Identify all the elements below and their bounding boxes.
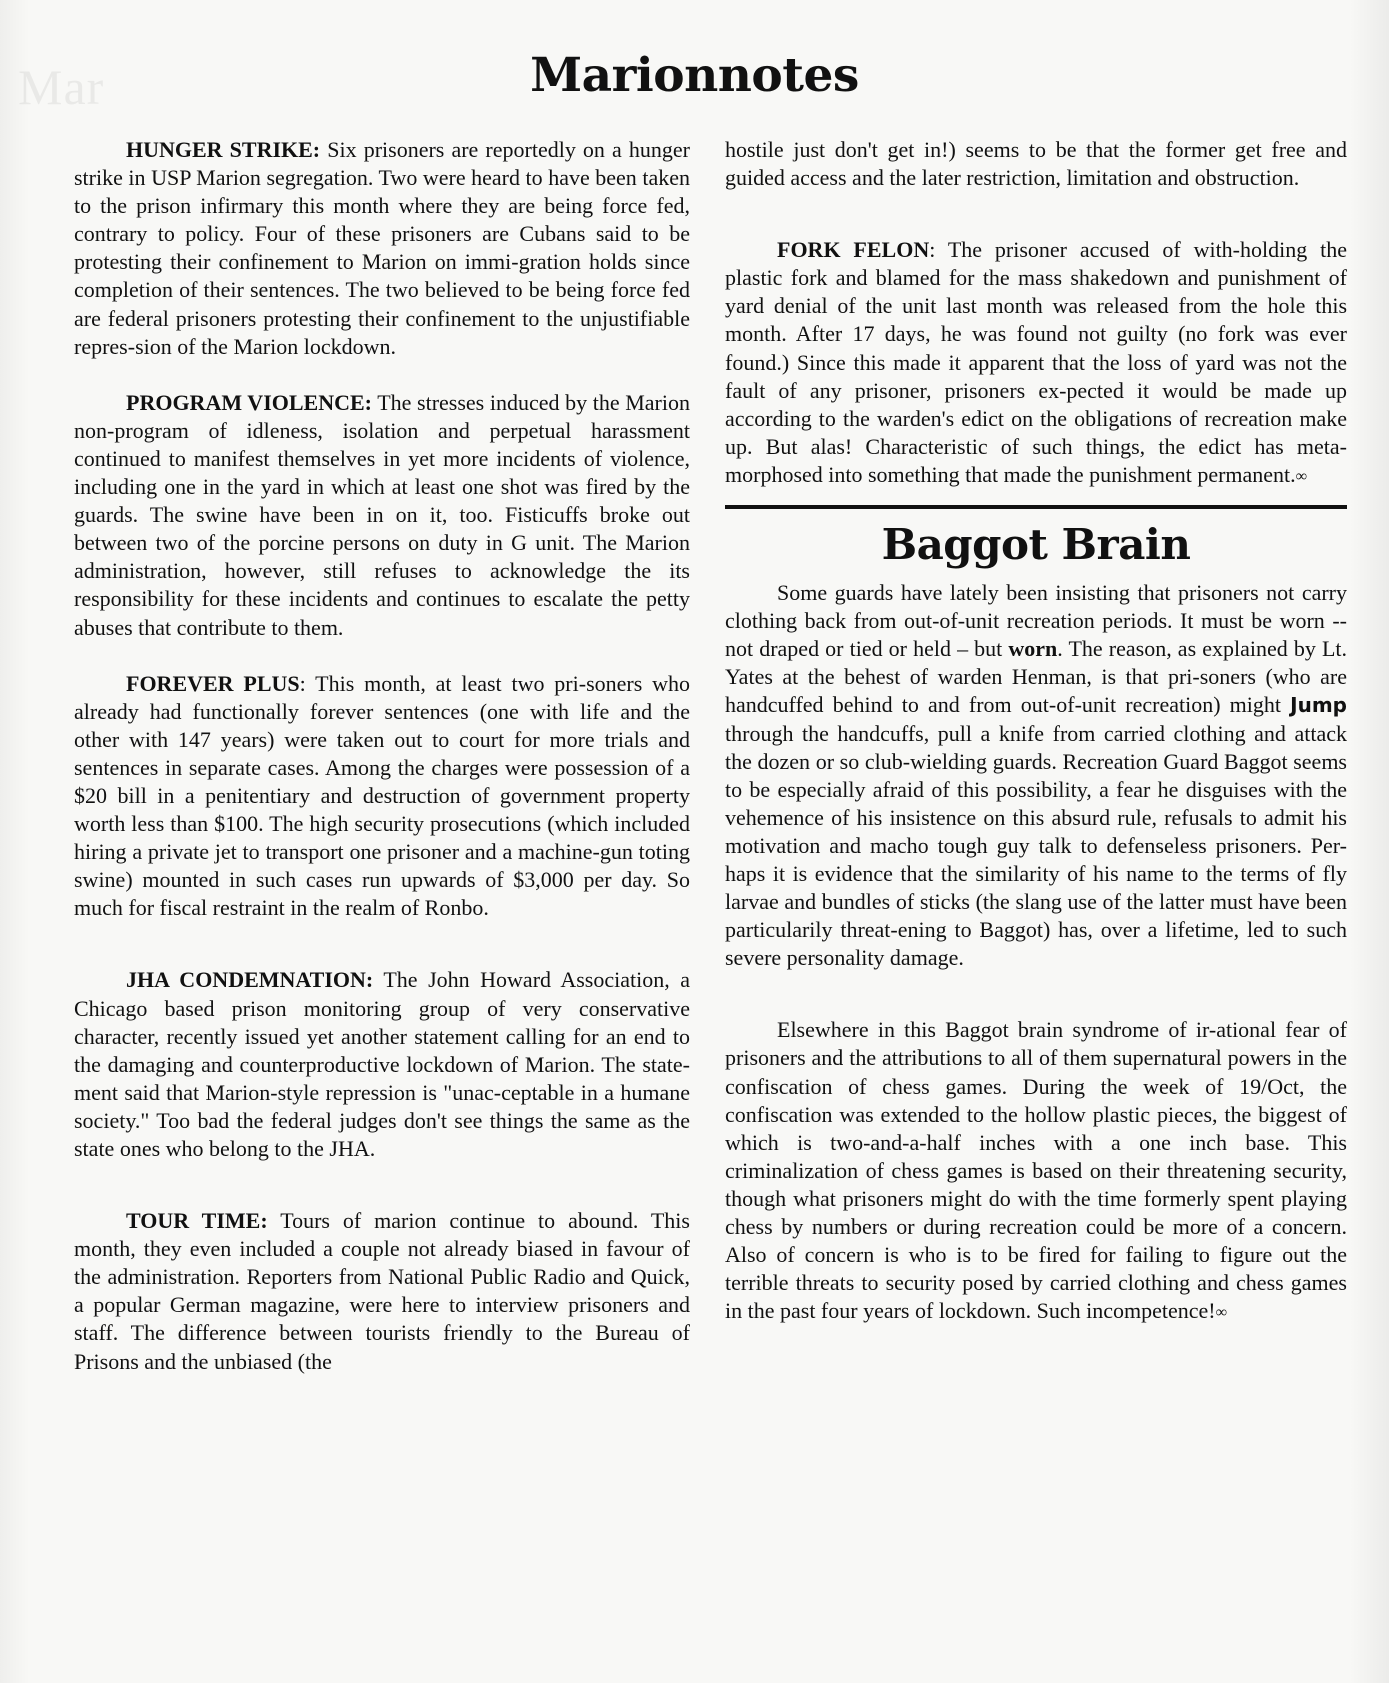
section-heading: HUNGER STRIKE: <box>126 137 321 162</box>
section-body: : The prisoner accused of with-holding the plastic fork and blamed for the mass shakedown and punishment of yard denial of the unit last month was released from the hole this month. After 17 days, he was found not guilty (no fork was ever found.) Since this made it apparent that the loss of yard was not the fault of any prisoner, prisoners ex-pected it would be made up according to the warden's edict on the obligations of recreation make up. But alas! Characteristic of such things, the edict has meta-morphosed into something that made the punishment permanent. <box>725 237 1347 487</box>
end-mark-icon: ∞ <box>1295 467 1308 485</box>
article-fork-felon <box>725 236 1347 491</box>
article-forever-plus <box>74 670 690 923</box>
article-program-violence <box>74 389 690 642</box>
section-heading: FORK FELON <box>777 237 930 263</box>
baggot-brain-title: Baggot Brain <box>881 520 1191 570</box>
baggot-paragraph-2 <box>725 1016 1347 1327</box>
section-body: The stresses induced by the Marion non-program of idleness, isolation and perpetual harassment continued to manifest themselves in yet more incidents of violence, including one in the yard in which at least one shot was fired by the guards. The swine have been in on it, too. Fisticuffs broke out between two of the porcine persons on duty in G unit. The Marion administration, however, still refuses to acknowledge the its responsibility for these incidents and continues to escalate the petty abuses that contribute to them. <box>74 389 690 640</box>
section-heading: TOUR TIME: <box>126 1208 268 1234</box>
section-body: : This month, at least two pri-soners who already had functionally forever sentences (one with life and the other with 147 years) were taken out to court for more trials and sentences in separate cases. Among the charges were possession of a $20 bill in a penitentiary and destruction of government property worth less than $100. The high security prosecutions (which included hiring a private jet to transport one prisoner and a machine-gun toting swine) mounted in such cases run upwards of $3,000 per day. So much for fiscal restraint in the realm of Ronbo. <box>74 670 690 921</box>
emphasis-jump: Jump <box>1290 693 1347 718</box>
right-column <box>725 136 1347 1327</box>
text-run: Elsewhere in this Baggot brain syndrome of ir-ational fear of prisoners and the attributions to all of them supernatural powers in the confiscation of chess games. During the week of 19/Oct, the confiscation was extended to the hollow plastic pieces, the biggest of which is two-and-a-half inches with a one inch base. This criminalization of chess games is based on their threatening security, though what prisoners might do with the time formerly spent playing chess by numbers or during recreation could be more of a concern. Also of concern is who is to be fired for failing to figure out the terrible threats to security posed by carried clothing and chess games in the past four years of lockdown. Such incompetence! <box>725 1017 1347 1324</box>
article-tour-time <box>74 1207 690 1376</box>
section-heading: JHA CONDEMNATION: <box>126 967 374 993</box>
text-run: Some guards have lately been insisting that prisoners not carry clothing back from out-of-unit recreation periods. It must be worn -- not draped or tied or held – but <box>725 580 1347 662</box>
section-heading: FOREVER PLUS <box>126 670 300 696</box>
section-body: Tours of marion continue to abound. This month, they even included a couple not already biased in favour of the administration. Reporters from National Public Radio and Quick, a popular German magazine, were here to interview prisoners and staff. The difference between tourists friendly to the Bureau of Prisons and the unbiased (the <box>74 1208 690 1374</box>
section-body: Six prisoners are reportedly on a hunger strike in USP Marion segregation. Two were heard to have been taken to the prison infirmary this month where they are being force fed, contrary to policy. Four of these prisoners are Cubans said to be protesting their confinement to Marion on immi-gration holds since completion of their sentences. The two believed to be being force fed are federal prisoners protesting their confinement to the unjustifiable repres-sion of the Marion lockdown. <box>74 137 690 359</box>
text-run: through the handcuffs, pull a knife from carried clothing and attack the dozen or so club-wielding guards. Recreation Guard Baggot seems to be especially afraid of this possibility, a fear he disguises with the vehemence of his insistence on this absurd rule, refusals to admit his motivation and macho tough guy talk to defenseless prisoners. Per-haps it is evidence that the similarity of his name to the terms of fly larvae and bundles of sticks (the slang use of the latter must have been particularily threat-ening to Baggot) has, over a lifetime, led to such severe personality damage. <box>725 720 1347 971</box>
section-body: The John Howard Association, a Chicago based prison monitoring group of very conservative character, recently issued yet another statement calling for an end to the damaging and counterproductive lockdown of Marion. The state-ment said that Marion-style repression is "unac-ceptable in a humane society." Too bad the federal judges don't see things the same as the state ones who belong to the JHA. <box>74 967 690 1161</box>
page-title: Marionnotes <box>530 48 859 103</box>
end-mark-icon: ∞ <box>1215 1304 1227 1322</box>
bleed-through-text: Mar <box>18 59 105 115</box>
section-divider <box>725 505 1347 509</box>
article-jha-condemnation <box>74 966 690 1163</box>
section-heading: PROGRAM VIOLENCE: <box>126 389 372 415</box>
emphasis-worn: worn <box>1008 636 1058 662</box>
article-hunger-strike <box>74 136 690 361</box>
text-run: . The reason, as explained by Lt. Yates at the behest of warden Henman, is that pri-soners (who are handcuffed behind to and from out-of-unit recreation) might <box>725 636 1347 718</box>
left-column <box>74 136 690 1376</box>
baggot-paragraph-1 <box>725 579 1347 972</box>
tour-time-continuation: hostile just don't get in!) seems to be that the former get free and guided access and the later restriction, limitation and obstruction. <box>725 137 1347 191</box>
